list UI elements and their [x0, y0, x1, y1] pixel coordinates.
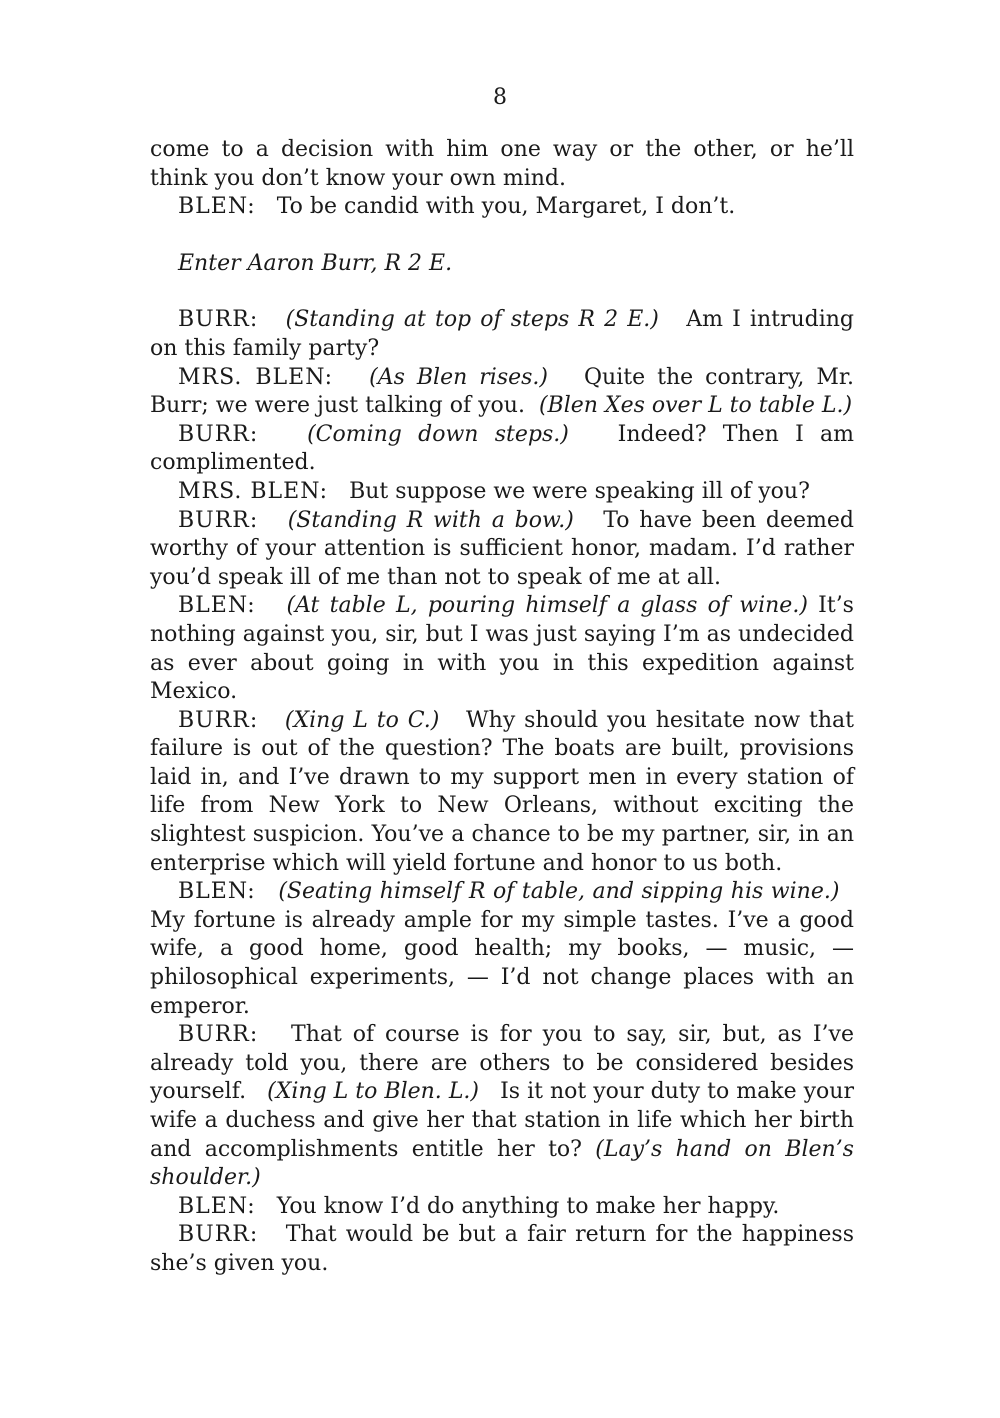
dialogue-text: You know I’d do anything to make her happy. — [276, 1193, 780, 1219]
dialogue-line — [150, 364, 854, 421]
dialogue-text: It’s nothing against you, sir, but I was just saying I’m as undecided as ever about going in with you in this expedition against Mexico. — [150, 593, 854, 705]
speaker-name: MRS. BLEN: — [178, 478, 329, 504]
dialogue-text: come to a decision with him one way or the other, or he’ll think you don’t know your own mind. — [150, 137, 854, 191]
paragraph-continuation — [150, 136, 854, 193]
spacer — [150, 222, 854, 250]
dialogue-text: That of course is for you to say, sir, but, as I’ve already told you, there are others to be considered besides yourself. — [150, 1022, 854, 1105]
stage-direction: (As Blen rises.) — [369, 364, 548, 390]
dialogue-line — [150, 878, 854, 1021]
dialogue-line — [150, 1193, 854, 1222]
dialogue-line — [150, 193, 854, 222]
speaker-name: BURR: — [178, 307, 259, 333]
dialogue-text: Indeed? Then I am complimented. — [150, 421, 855, 476]
stage-direction: (Blen Xes over L to table L.) — [538, 393, 853, 419]
dialogue-line — [150, 1221, 854, 1278]
dialogue-text: That would be but a fair return for the happiness she’s given you. — [150, 1222, 854, 1276]
speaker-name: BURR: — [178, 1222, 259, 1248]
speaker-name: BLEN: — [178, 879, 256, 905]
dialogue-text: To be candid with you, Margaret, I don’t. — [276, 194, 736, 220]
stage-direction: (Xing L to Blen. L.) — [267, 1079, 480, 1105]
dialogue-text: Why should you hesitate now that failure is out of the question? The boats are built, provisions laid in, and I’ve drawn to my support men in every station of life from New York to New Orleans, without exciting the slightest suspicion. You’ve a chance to be my partner, sir, in an enterprise which will yield fortune and honor to us both. — [150, 707, 855, 876]
dialogue-text: But suppose we were speaking ill of you? — [349, 478, 810, 504]
dialogue-line — [150, 592, 854, 706]
dialogue-line — [150, 306, 854, 363]
speaker-name: BURR: — [178, 421, 259, 447]
stage-direction: (Lay’s hand on Blen’s shoulder.) — [150, 1136, 854, 1191]
stage-direction: (Coming down steps.) — [307, 421, 569, 447]
stage-direction: (At table L, pouring himself a glass of wine.) — [286, 593, 808, 619]
dialogue-text: Quite the contrary, Mr. Burr; we were just talking of you. — [150, 364, 854, 419]
dialogue-line — [150, 707, 854, 879]
stage-direction: (Xing L to C.) — [284, 707, 440, 733]
dialogue-text: Is it not your duty to make your wife a duchess and give her that station in life which her birth and accomplishments entitle her to? — [150, 1079, 854, 1162]
speaker-name: BURR: — [178, 707, 259, 733]
speaker-name: BLEN: — [178, 1193, 256, 1219]
spacer — [150, 278, 854, 306]
dialogue-line — [150, 421, 854, 478]
stage-direction: (Seating himself R of table, and sipping his wine.) — [278, 879, 840, 905]
stage-direction: (Standing R with a bow.) — [287, 507, 574, 533]
speaker-name: BLEN: — [178, 593, 256, 619]
page-number: 8 — [493, 85, 507, 110]
stage-direction: Enter Aaron Burr, R 2 E. — [178, 250, 453, 276]
stage-direction: (Standing at top of steps R 2 E.) — [285, 307, 659, 333]
speaker-name: BURR: — [178, 507, 259, 533]
speaker-name: MRS. BLEN: — [178, 364, 334, 390]
play-text — [150, 136, 854, 1279]
dialogue-text: My fortune is already ample for my simple tastes. I’ve a good wife, a good home, good health; my books, — music, — philosophical experiments, — I’d not change places with an emperor. — [150, 907, 854, 1019]
dialogue-text: Am I intruding on this family party? — [150, 307, 855, 361]
dialogue-text: To have been deemed worthy of your attention is sufficient honor, madam. I’d rather you’d speak ill of me than not to speak of me at all. — [150, 507, 855, 590]
dialogue-line — [150, 478, 854, 507]
dialogue-line — [150, 507, 854, 593]
speaker-name: BURR: — [178, 1022, 259, 1048]
stage-direction-line — [150, 250, 854, 279]
speaker-name: BLEN: — [178, 194, 256, 220]
dialogue-line — [150, 1021, 854, 1193]
